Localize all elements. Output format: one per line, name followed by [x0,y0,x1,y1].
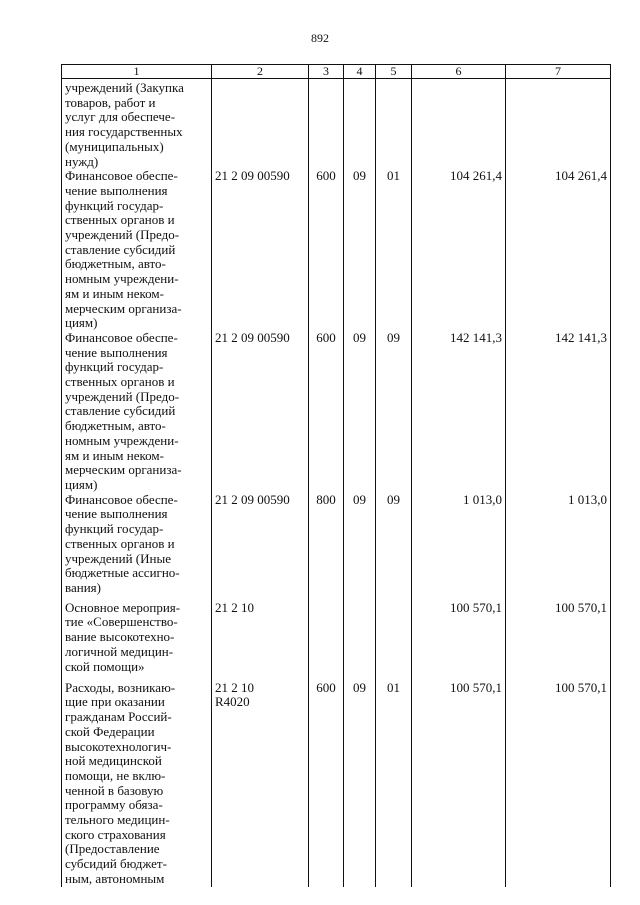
table-row [62,601,611,681]
description-line: бюджетным, авто- [65,418,166,434]
budget-table [61,64,611,887]
expense-type-code [309,79,344,170]
subsection-code: 01 [376,681,412,887]
description-line: учреждений (Иные [65,550,171,566]
column-header-4: 4 [344,65,376,79]
description-line: гражданам Россий- [65,709,172,725]
description-line: циям) [65,315,98,331]
column-header-5: 5 [376,65,412,79]
amount-column-7: 100 570,1 [506,681,611,887]
table-row [62,79,611,170]
row-description [62,79,212,170]
section-code [344,79,376,170]
code-line: 21 2 10 [215,679,254,695]
amount-column-6: 104 261,4 [412,169,506,331]
subsection-code: 01 [376,169,412,331]
expense-type-code: 600 [309,331,344,493]
subsection-code [376,601,412,681]
description-line: ям и иным неком- [65,285,164,301]
expense-type-code: 600 [309,681,344,887]
description-line: высокотехнологич- [65,738,172,754]
description-line: щие при оказании [65,694,165,710]
target-article-code [212,681,309,887]
code-line: 21 2 10 [215,599,254,615]
description-line: функций государ- [65,197,164,213]
table-row [62,493,611,601]
header-row [62,65,611,79]
description-line: Финансовое обеспе- [65,168,178,184]
description-line: циям) [65,476,98,492]
description-line: субсидий бюджет- [65,856,167,872]
column-header-1: 1 [62,65,212,79]
target-article-code [212,79,309,170]
amount-column-6: 1 013,0 [412,493,506,601]
code-line: 21 2 09 00590 [215,168,290,184]
description-line: нужд) [65,153,99,169]
column-header-3: 3 [309,65,344,79]
description-line: ставление субсидий [65,403,176,419]
subsection-code: 09 [376,331,412,493]
column-header-2: 2 [212,65,309,79]
table-row [62,169,611,331]
section-code: 09 [344,493,376,601]
page-number: 892 [311,31,329,45]
code-line: 21 2 09 00590 [215,329,290,345]
description-line: Финансовое обеспе- [65,329,178,345]
description-line: логичной медицин- [65,643,174,659]
description-line: ным, автономным [65,870,165,886]
section-code: 09 [344,331,376,493]
description-line: чение выполнения [65,506,168,522]
expense-type-code [309,601,344,681]
amount-column-6: 100 570,1 [412,601,506,681]
description-line: учреждений (Предо- [65,227,180,243]
row-description [62,331,212,493]
target-article-code [212,169,309,331]
description-line: (муниципальных) [65,138,164,154]
description-line: мерческим организа- [65,300,182,316]
description-line: вания) [65,579,101,595]
description-line: ченной в базовую [65,782,164,798]
description-line: услуг для обеспече- [65,109,176,125]
expense-type-code: 800 [309,493,344,601]
section-code: 09 [344,169,376,331]
amount-column-6: 100 570,1 [412,681,506,887]
target-article-code [212,331,309,493]
description-line: ной медицинской [65,753,162,769]
amount-column-7: 100 570,1 [506,601,611,681]
description-line: ственных органов и [65,212,175,228]
description-line: учреждений (Закупка [65,80,184,95]
description-line: чение выполнения [65,344,168,360]
description-line: помощи, не вклю- [65,767,166,783]
description-line: Финансовое обеспе- [65,491,178,507]
subsection-code [376,79,412,170]
expense-type-code: 600 [309,169,344,331]
target-article-code [212,601,309,681]
description-line: ского страхования [65,826,166,842]
description-line: ставление субсидий [65,241,176,257]
description-line: Основное мероприя- [65,599,181,615]
description-line: товаров, работ и [65,94,156,110]
table-row [62,681,611,887]
description-line: ской помощи» [65,658,145,674]
row-description [62,169,212,331]
description-line: ственных органов и [65,374,175,390]
amount-column-7: 1 013,0 [506,493,611,601]
subsection-code: 09 [376,493,412,601]
description-line: номным учреждени- [65,271,179,287]
description-line: ния государственных [65,124,183,140]
column-header-6: 6 [412,65,506,79]
description-line: номным учреждени- [65,432,179,448]
amount-column-7: 104 261,4 [506,169,611,331]
description-line: функций государ- [65,521,164,537]
row-description [62,493,212,601]
description-line: ям и иным неком- [65,447,164,463]
amount-column-6: 142 141,3 [412,331,506,493]
target-article-code [212,493,309,601]
section-code: 09 [344,681,376,887]
description-line: вание высокотехно- [65,629,175,645]
description-line: Расходы, возникаю- [65,679,176,695]
amount-column-7 [506,79,611,170]
amount-column-6 [412,79,506,170]
column-header-7: 7 [506,65,611,79]
description-line: (Предоставление [65,841,160,857]
description-line: ственных органов и [65,535,175,551]
description-line: мерческим организа- [65,462,182,478]
description-line: учреждений (Предо- [65,388,180,404]
description-line: чение выполнения [65,182,168,198]
description-line: функций государ- [65,359,164,375]
amount-column-7: 142 141,3 [506,331,611,493]
section-code [344,601,376,681]
row-description [62,681,212,887]
description-line: бюджетные ассигно- [65,565,180,581]
table-row [62,331,611,493]
code-line: 21 2 09 00590 [215,491,290,507]
description-line: тельного медицин- [65,812,170,828]
description-line: программу обяза- [65,797,163,813]
description-line: ской Федерации [65,723,155,739]
row-description [62,601,212,681]
description-line: тие «Совершенство- [65,614,178,630]
description-line: бюджетным, авто- [65,256,166,272]
code-line: R4020 [215,694,250,710]
